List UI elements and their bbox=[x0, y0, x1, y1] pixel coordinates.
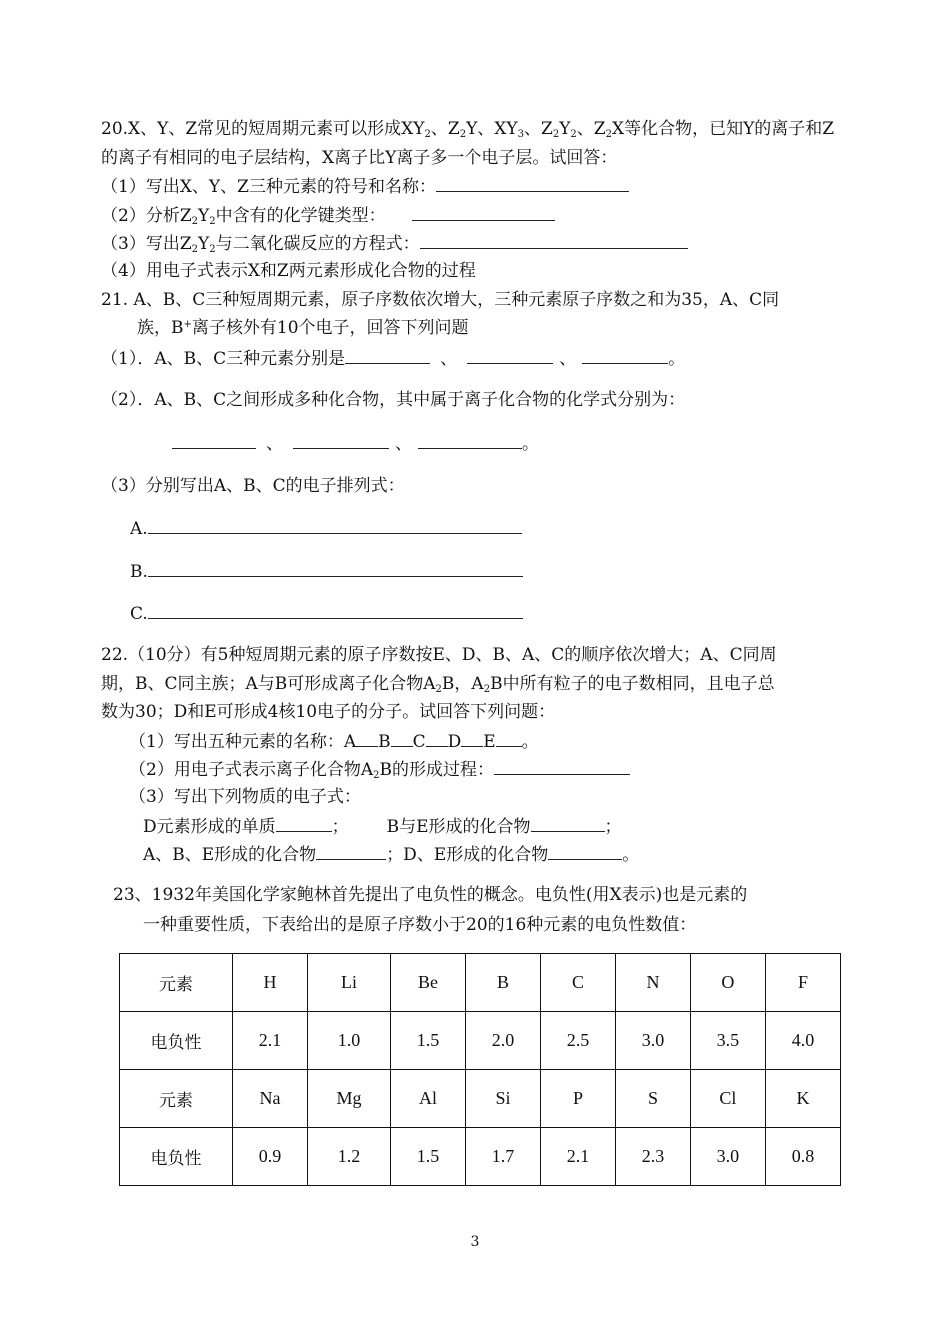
q21-answer-b: B. bbox=[130, 560, 523, 583]
q21-sub1: （1）．A、B、C三种元素分别是 、 、 。 bbox=[101, 349, 686, 369]
q22-sub3-line1: D元素形成的单质 ； B与E形成的化合物 ； bbox=[143, 817, 622, 837]
table-cell: Na bbox=[233, 1070, 308, 1128]
answer-blank[interactable] bbox=[316, 843, 386, 860]
q20-intro-line2: 的离子有相同的电子层结构，X离子比Y离子多一个电子层。试回答： bbox=[101, 148, 618, 168]
table-cell: B bbox=[465, 954, 540, 1012]
table-cell: P bbox=[540, 1070, 615, 1128]
answer-blank[interactable] bbox=[391, 730, 413, 747]
answer-blank[interactable] bbox=[436, 175, 629, 192]
table-cell: S bbox=[615, 1070, 690, 1128]
table-cell: N bbox=[615, 954, 690, 1012]
table-cell: 2.5 bbox=[540, 1012, 615, 1070]
q22-sub3: （3）写出下列物质的电子式： bbox=[129, 787, 361, 807]
page-number: 3 bbox=[470, 1234, 480, 1250]
q23-intro-line1: 23、1932年美国化学家鲍林首先提出了电负性的概念。电负性(用X表示)也是元素的 bbox=[113, 885, 748, 905]
q22-sub2: （2）用电子式表示离子化合物$A_2B$的形成过程： bbox=[129, 758, 630, 781]
table-cell: O bbox=[690, 954, 765, 1012]
table-cell: Al bbox=[391, 1070, 466, 1128]
answer-blank[interactable] bbox=[172, 432, 256, 449]
table-cell: Si bbox=[465, 1070, 540, 1128]
table-cell: C bbox=[540, 954, 615, 1012]
q22-sub3-line2: A、B、E形成的化合物 ；D、E形成的化合物 。 bbox=[143, 845, 640, 865]
q21-intro-line1: 21. A、B、C三种短周期元素，原子序数依次增大，三种元素原子序数之和为35，A、C同 bbox=[101, 290, 780, 310]
q21-sub2-blanks: 、 、 。 bbox=[172, 432, 539, 455]
q22-sub1: （1）写出五种元素的名称：A B C D E 。 bbox=[129, 732, 539, 752]
q22-intro-line1: 22.（10分）有5种短周期元素的原子序数按E、D、B、A、C的顺序依次增大；A、C同周 bbox=[101, 645, 777, 665]
table-cell: 2.1 bbox=[540, 1128, 615, 1186]
table-cell: 3.5 bbox=[690, 1012, 765, 1070]
table-cell: 0.9 bbox=[233, 1128, 308, 1186]
table-cell: 1.0 bbox=[307, 1012, 390, 1070]
q21-sub3: （3）分别写出A、B、C的电子排列式： bbox=[101, 476, 405, 496]
q20-intro-line1: 20.X、Y、Z常见的短周期元素可以形成$XY_2$、$Z_2Y$、$XY_3$、$Z_2Y_2$、$Z_2X$等化合物，已知Y的离子和Z bbox=[101, 119, 835, 140]
q22-intro-line2: 期，B、C同主族；A与B可形成离子化合物$A_2B$，$A_2B$中所有粒子的电子数相同，且电子总 bbox=[101, 674, 775, 695]
q21-answer-a: A. bbox=[130, 517, 522, 540]
answer-blank[interactable] bbox=[531, 815, 605, 832]
answer-blank[interactable] bbox=[420, 232, 688, 249]
answer-blank[interactable] bbox=[148, 560, 523, 577]
table-row-header: 元素 bbox=[120, 1070, 233, 1128]
q21-intro-line2: 族，B+离子核外有10个电子，回答下列问题 bbox=[137, 318, 469, 338]
table-row bbox=[120, 1070, 841, 1128]
answer-blank[interactable] bbox=[293, 432, 389, 449]
table-row bbox=[120, 1012, 841, 1070]
table-row bbox=[120, 954, 841, 1012]
answer-blank[interactable] bbox=[148, 517, 522, 534]
answer-blank[interactable] bbox=[467, 347, 553, 364]
table-cell: 2.0 bbox=[465, 1012, 540, 1070]
table-row-header: 电负性 bbox=[120, 1012, 233, 1070]
table-row bbox=[120, 1128, 841, 1186]
table-cell: 4.0 bbox=[765, 1012, 840, 1070]
table-cell: Be bbox=[391, 954, 466, 1012]
answer-blank[interactable] bbox=[496, 730, 522, 747]
table-cell: H bbox=[233, 954, 308, 1012]
table-cell: Li bbox=[307, 954, 390, 1012]
answer-blank[interactable] bbox=[345, 347, 430, 364]
table-cell: K bbox=[765, 1070, 840, 1128]
q20-sub1: （1）写出X、Y、Z三种元素的符号和名称： bbox=[101, 175, 629, 198]
table-cell: Mg bbox=[307, 1070, 390, 1128]
q21-sub2: （2）．A、B、C之间形成多种化合物，其中属于离子化合物的化学式分别为： bbox=[101, 390, 686, 410]
table-cell: 1.5 bbox=[391, 1012, 466, 1070]
answer-blank[interactable] bbox=[461, 730, 483, 747]
q20-sub4: （4）用电子式表示X和Z两元素形成化合物的过程 bbox=[101, 261, 476, 281]
answer-blank[interactable] bbox=[418, 432, 522, 449]
electronegativity-table bbox=[119, 953, 841, 1186]
table-row-header: 元素 bbox=[120, 954, 233, 1012]
q21-answer-c: C. bbox=[130, 602, 523, 625]
table-cell: 1.2 bbox=[307, 1128, 390, 1186]
table-cell: 2.3 bbox=[615, 1128, 690, 1186]
table-cell: 1.7 bbox=[465, 1128, 540, 1186]
answer-blank[interactable] bbox=[426, 730, 448, 747]
table-cell: 1.5 bbox=[391, 1128, 466, 1186]
answer-blank[interactable] bbox=[148, 602, 523, 619]
q22-intro-line3: 数为30；D和E可形成4核10电子的分子。试回答下列问题： bbox=[101, 702, 556, 722]
answer-blank[interactable] bbox=[548, 843, 622, 860]
table-row-header: 电负性 bbox=[120, 1128, 233, 1186]
table-cell: 2.1 bbox=[233, 1012, 308, 1070]
table-cell: 0.8 bbox=[765, 1128, 840, 1186]
table-cell: 3.0 bbox=[615, 1012, 690, 1070]
answer-blank[interactable] bbox=[494, 758, 630, 775]
table-cell: 3.0 bbox=[690, 1128, 765, 1186]
answer-blank[interactable] bbox=[356, 730, 378, 747]
q20-sub2: （2）分析$Z_2Y_2$中含有的化学键类型： bbox=[101, 204, 555, 227]
answer-blank[interactable] bbox=[582, 347, 668, 364]
q23-intro-line2: 一种重要性质，下表给出的是原子序数小于20的16种元素的电负性数值： bbox=[143, 915, 697, 935]
table-cell: F bbox=[765, 954, 840, 1012]
q20-sub3: （3）写出$Z_2Y_2$与二氧化碳反应的方程式： bbox=[101, 232, 688, 255]
answer-blank[interactable] bbox=[276, 815, 332, 832]
table-cell: Cl bbox=[690, 1070, 765, 1128]
answer-blank[interactable] bbox=[412, 204, 555, 221]
